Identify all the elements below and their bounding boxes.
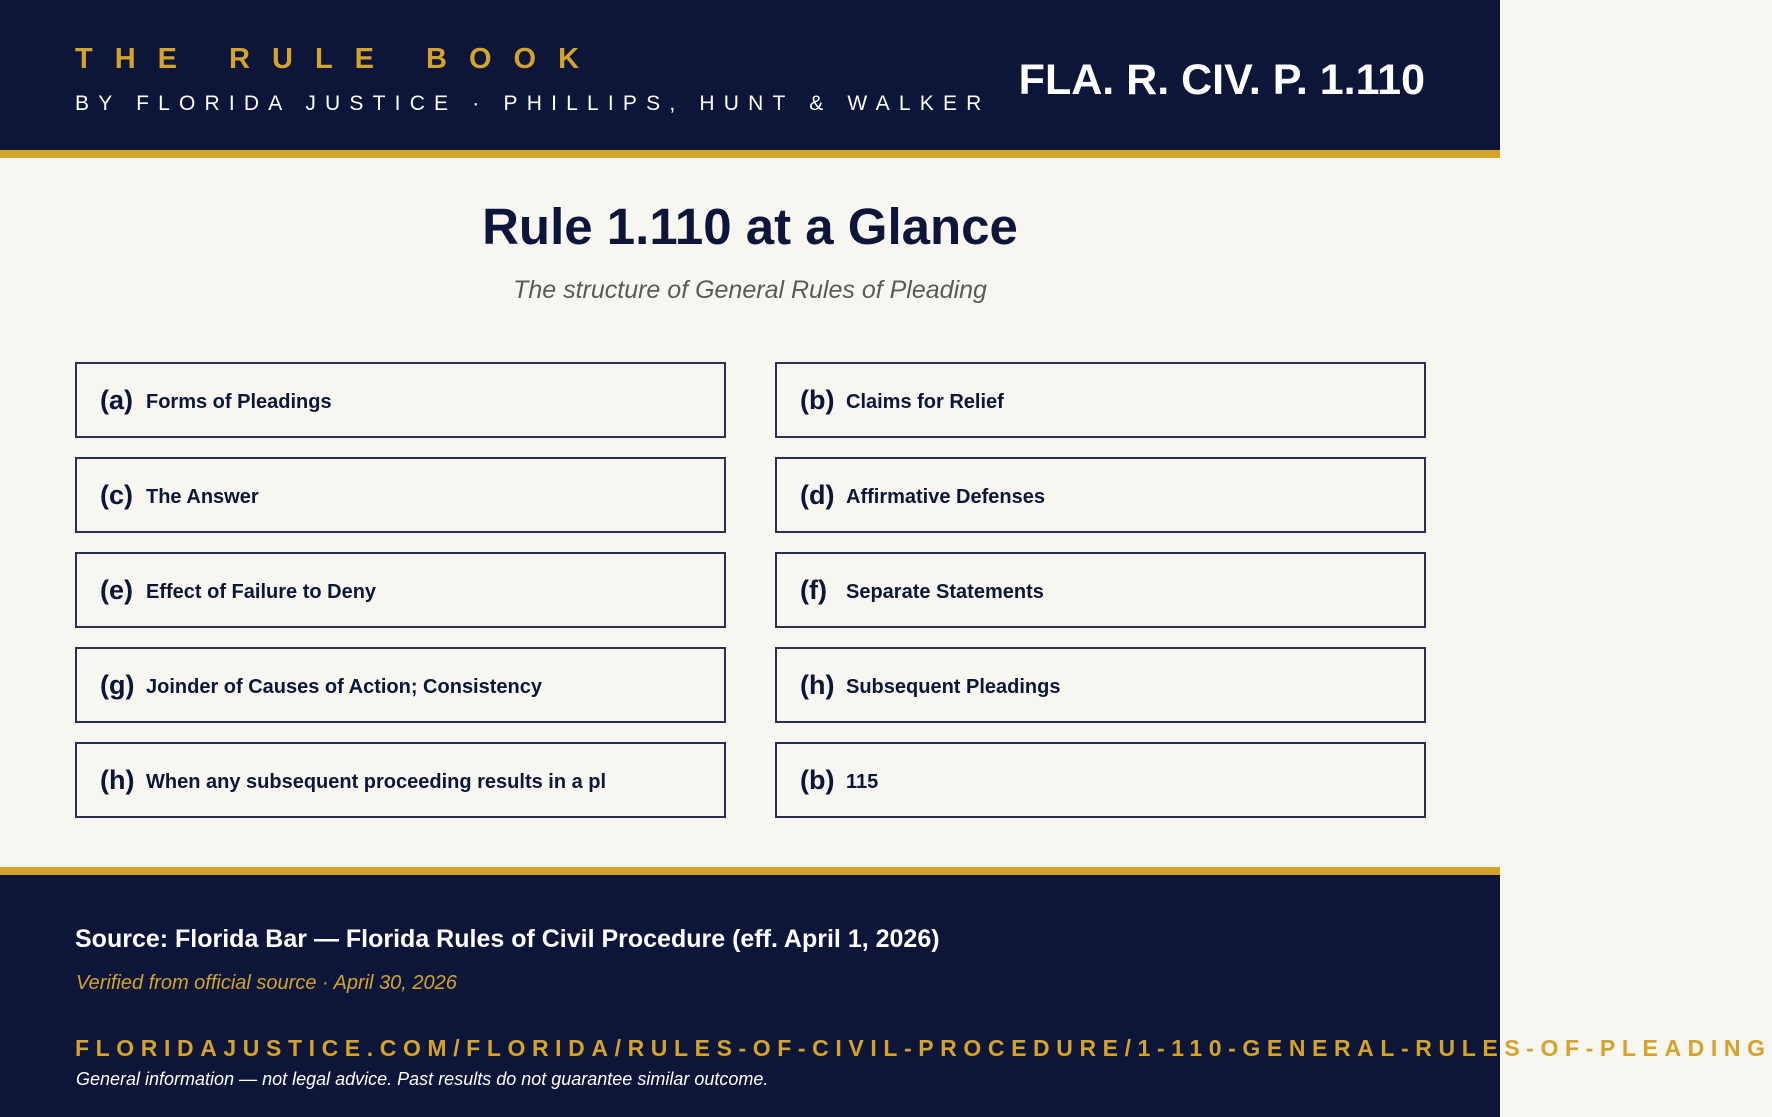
section-title: Subsequent Pleadings (846, 675, 1061, 698)
section-card (775, 457, 1426, 533)
source-line: Source: Florida Bar — Florida Rules of Civil Procedure (eff. April 1, 2026) (75, 925, 940, 953)
section-title: The Answer (146, 485, 259, 508)
section-letter: (f) (800, 574, 827, 605)
section-letter: (b) (800, 384, 835, 415)
section-letter: (b) (800, 764, 835, 795)
section-card (775, 742, 1426, 818)
source-url-link[interactable]: FLORIDAJUSTICE.COM/FLORIDA/RULES-OF-CIVIL-PROCEDURE/1-110-GENERAL-RULES-OF-PLEADING (75, 1035, 1772, 1061)
section-title: 115 (846, 770, 879, 793)
section-title: Separate Statements (846, 580, 1044, 603)
section-title: Forms of Pleadings (146, 390, 332, 413)
brand-title: THE RULE BOOK (75, 43, 602, 75)
gold-divider-bottom (0, 867, 1500, 875)
section-title: Affirmative Defenses (846, 485, 1045, 508)
verified-line: Verified from official source · April 30, 2026 (76, 972, 457, 994)
section-card (75, 647, 726, 723)
header-banner (0, 0, 1500, 150)
section-card (75, 362, 726, 438)
section-letter: (g) (100, 669, 135, 700)
section-title: Joinder of Causes of Action; Consistency (146, 675, 542, 698)
disclaimer-text: General information — not legal advice. Past results do not guarantee similar outcome. (76, 1069, 769, 1089)
section-card (775, 647, 1426, 723)
gold-divider-top (0, 150, 1500, 158)
section-card (75, 552, 726, 628)
page-subtitle: The structure of General Rules of Pleading (513, 276, 987, 304)
section-letter: (h) (800, 669, 835, 700)
section-card (775, 362, 1426, 438)
section-letter: (c) (100, 479, 133, 510)
section-letter: (d) (800, 479, 835, 510)
section-letter: (h) (100, 764, 135, 795)
brand-byline: BY FLORIDA JUSTICE · PHILLIPS, HUNT & WALKER (75, 92, 991, 115)
page-title: Rule 1.110 at a Glance (482, 198, 1018, 255)
section-card (775, 552, 1426, 628)
footer-banner (0, 875, 1772, 1117)
sections-grid (75, 362, 1426, 818)
section-title: When any subsequent proceeding results in a pl (146, 770, 607, 793)
section-letter: (a) (100, 384, 133, 415)
rule-citation: FLA. R. CIV. P. 1.110 (1018, 56, 1425, 104)
section-card (75, 742, 726, 818)
section-card (75, 457, 726, 533)
section-letter: (e) (100, 574, 133, 605)
section-title: Effect of Failure to Deny (146, 580, 377, 603)
section-title: Claims for Relief (846, 390, 1004, 413)
